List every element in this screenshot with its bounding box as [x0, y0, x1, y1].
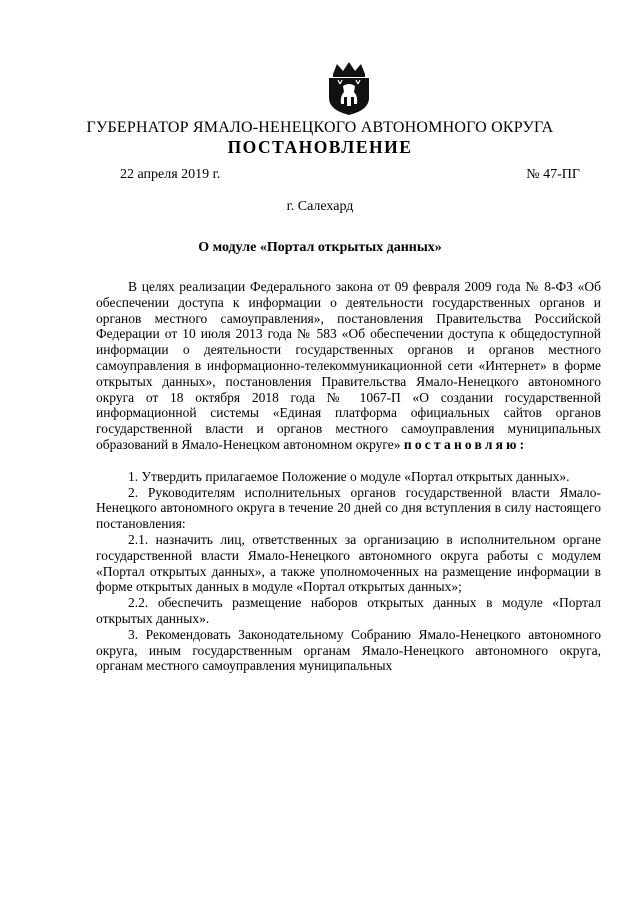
document-date: 22 апреля 2019 г.	[120, 167, 221, 182]
document-subject: О модуле «Портал открытых данных»	[198, 240, 442, 255]
preamble-text: В целях реализации Федерального закона от 09 февраля 2009 года № 8-ФЗ «Об обеспечении доступа к информации о деятельности государственных органов и органов местного самоуправления», постановления Правительства Российской Федерации от 10 июля 2013 года № 583 «Об обеспечении доступа к общедоступной информации о деятельности государственных органов и органов местного самоуправления в информационно-телекоммуникационной сети «Интернет» в форме открытых данных», постановления Правительства Ямало-Ненецкого автономного округа от 18 октября 2018 года № 1067-П «О создании государственной информационной системы «Единая платформа официальных сайтов органов государственной власти и органов местного самоуправления муниципальных образований в Ямало-Ненецком автономном округе»	[96, 279, 601, 452]
item-paragraph: 3. Рекомендовать Законодательному Собранию Ямало-Ненецкого автономного округа, иным государственным органам Ямало-Ненецкого автономного округа, органам местного самоуправления муниципальных	[96, 626, 601, 674]
resolve-word: постановляю:	[403, 436, 528, 452]
item-paragraph: 2.1. назначить лиц, ответственных за организацию в исполнительном органе государственной власти Ямало-Ненецкого автономного округа работы с модулем «Портал открытых данных», а также уполномоченных на размещение информации в форме открытых данных в модуле «Портал открытых данных»;	[96, 531, 601, 595]
document-type: ПОСТАНОВЛЕНИЕ	[227, 137, 413, 157]
coat-of-arms-icon	[325, 62, 373, 116]
document-city: г. Салехард	[286, 199, 354, 214]
item-paragraph: 1. Утвердить прилагаемое Положение о модуле «Портал открытых данных».	[128, 468, 570, 484]
organization-title: ГУБЕРНАТОР ЯМАЛО-НЕНЕЦКОГО АВТОНОМНОГО ОКРУГА	[86, 119, 554, 136]
document-number: № 47-ПГ	[526, 167, 580, 182]
item-paragraph: 2. Руководителям исполнительных органов государственной власти Ямало-Ненецкого автономного округа в течение 20 дней со дня вступления в силу настоящего постановления:	[96, 484, 601, 532]
document-body	[96, 279, 601, 674]
preamble-paragraph	[96, 279, 601, 453]
item-paragraph: 2.2. обеспечить размещение наборов открытых данных в модуле «Портал открытых данных».	[96, 595, 601, 626]
